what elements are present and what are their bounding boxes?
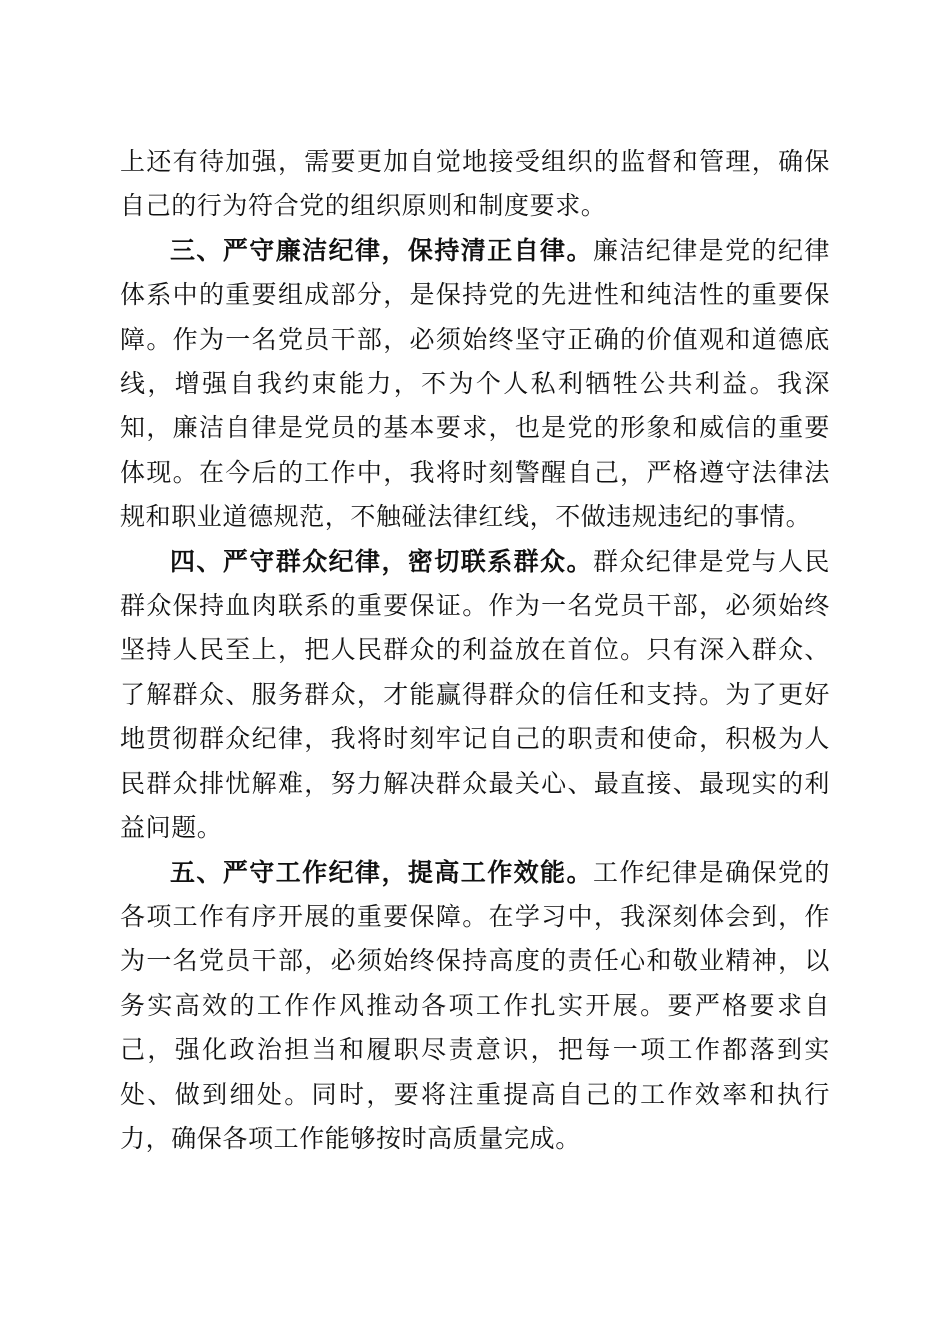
paragraph-continuation bbox=[120, 140, 830, 229]
section-heading: 五、严守工作纪律，提高工作效能。 bbox=[170, 857, 593, 887]
paragraph-mass-discipline bbox=[120, 540, 830, 851]
paragraph-body: 廉洁纪律是党的纪律体系中的重要组成部分，是保持党的先进性和纯洁性的重要保障。作为一名党员干部，必须始终坚守正确的价值观和道德底线，增强自我约束能力，不为个人私利牺牲公共利益。我深知，廉洁自律是党员的基本要求，也是党的形象和威信的重要体现。在今后的工作中，我将时刻警醒自己，严格遵守法律法规和职业道德规范，不触碰法律红线，不做违规违纪的事情。 bbox=[120, 235, 830, 532]
paragraph-body: 工作纪律是确保党的各项工作有序开展的重要保障。在学习中，我深刻体会到，作为一名党员干部，必须始终保持高度的责任心和敬业精神，以务实高效的工作作风推动各项工作扎实开展。要严格要求自己，强化政治担当和履职尽责意识，把每一项工作都落到实处、做到细处。同时，要将注重提高自己的工作效率和执行力，确保各项工作能够按时高质量完成。 bbox=[120, 857, 830, 1153]
section-heading: 四、严守群众纪律，密切联系群众。 bbox=[170, 546, 593, 576]
section-heading: 三、严守廉洁纪律，保持清正自律。 bbox=[170, 235, 593, 265]
paragraph-work-discipline bbox=[120, 851, 830, 1162]
document-page bbox=[120, 140, 830, 1161]
paragraph-integrity-discipline bbox=[120, 229, 830, 540]
paragraph-body: 上还有待加强，需要更加自觉地接受组织的监督和管理，确保自己的行为符合党的组织原则和制度要求。 bbox=[120, 147, 830, 221]
paragraph-body: 群众纪律是党与人民群众保持血肉联系的重要保证。作为一名党员干部，必须始终坚持人民至上，把人民群众的利益放在首位。只有深入群众、了解群众、服务群众，才能赢得群众的信任和支持。为了更好地贯彻群众纪律，我将时刻牢记自己的职责和使命，积极为人民群众排忧解难，努力解决群众最关心、最直接、最现实的利益问题。 bbox=[120, 546, 830, 843]
